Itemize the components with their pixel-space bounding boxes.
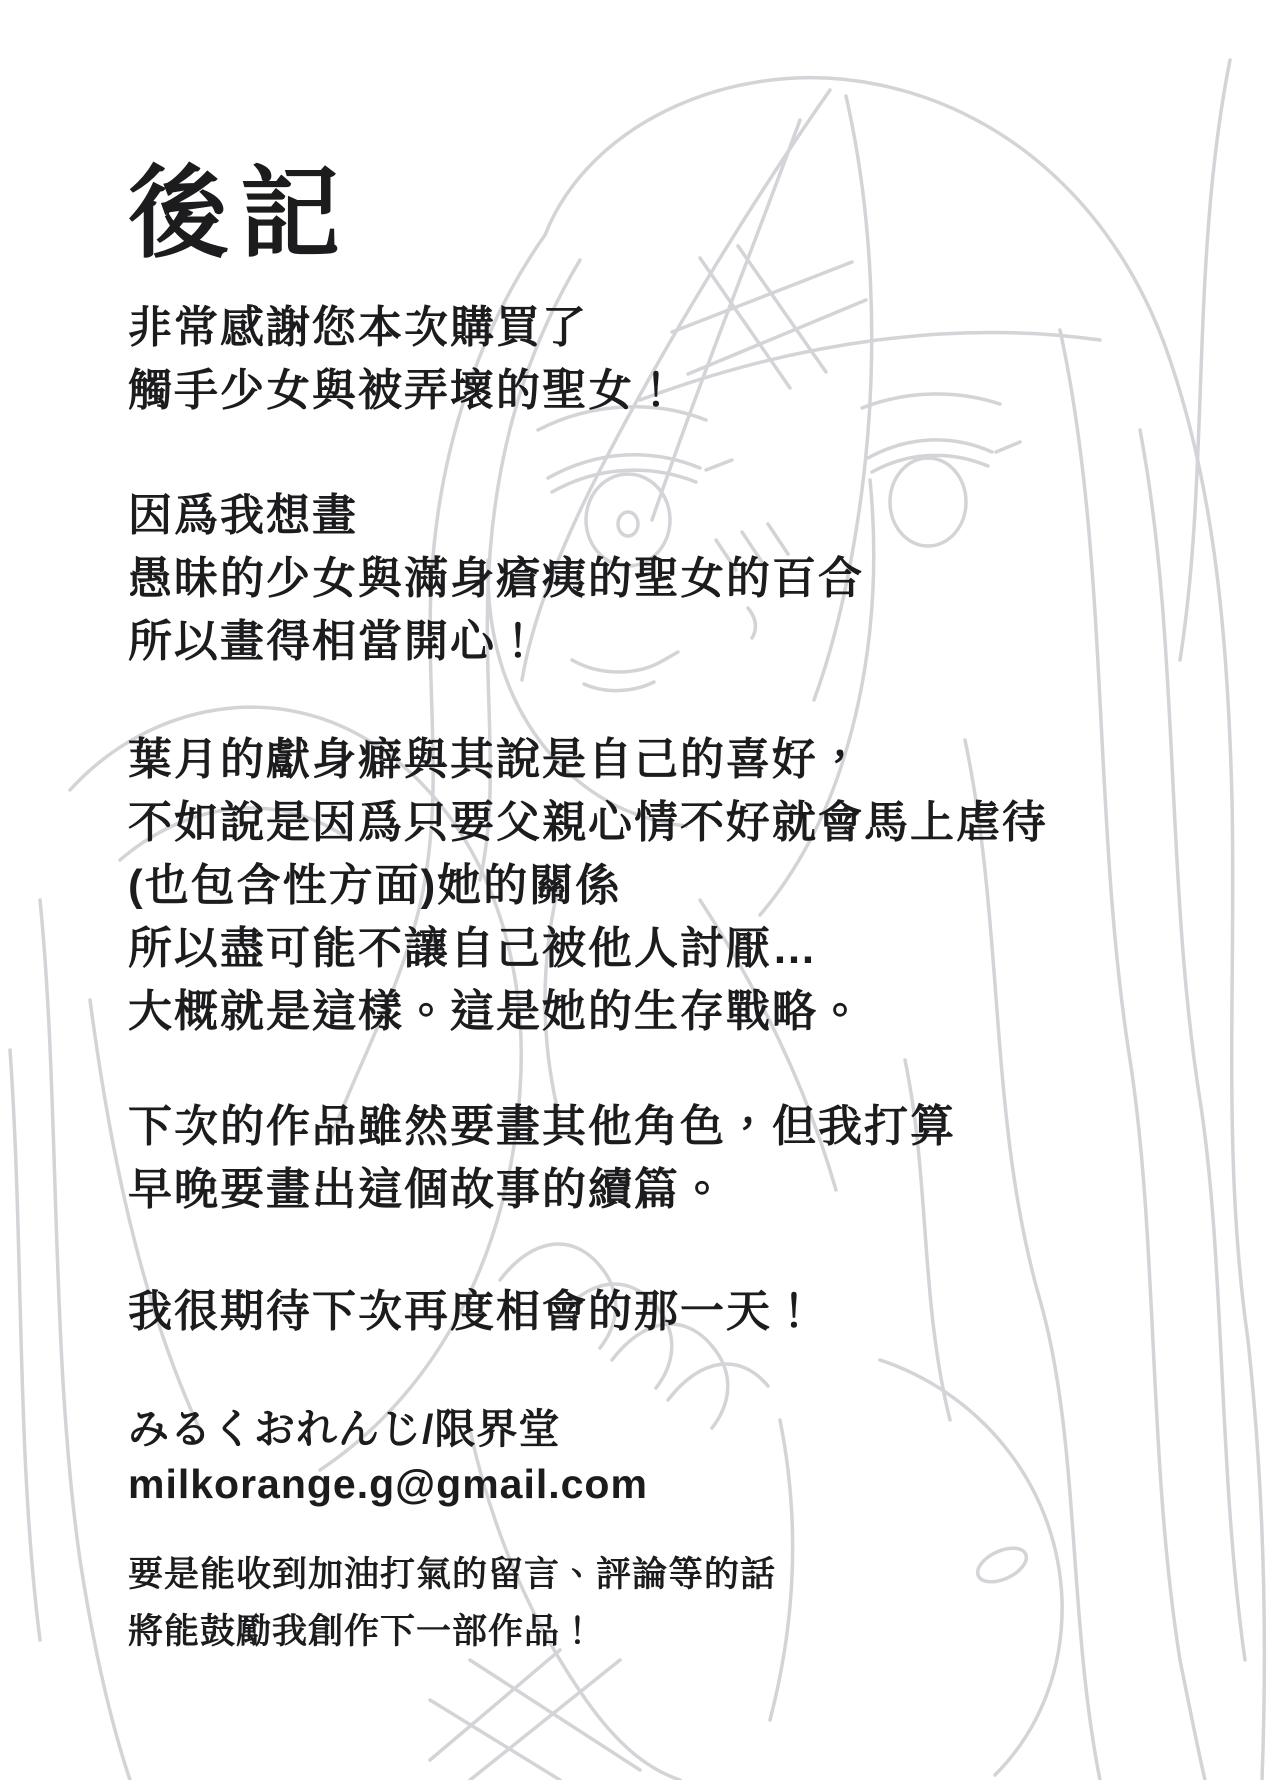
figure-hair-edge (40, 900, 130, 1780)
crosshatch-shading (430, 1650, 640, 1780)
afterword-line: (也包含性方面)她的關係 (128, 861, 622, 910)
page-title: 後記 (128, 158, 352, 270)
right-iris (890, 458, 966, 546)
hairpin-line (738, 246, 826, 372)
eyelash-tick (706, 460, 732, 470)
afterword-line: 早晚要畫出這個故事的續篇。 (128, 1165, 726, 1214)
paragraph-next-work (128, 1095, 956, 1221)
footer-line: 要是能收到加油打氣的留言、評論等的話 (128, 1555, 777, 1594)
hair-strand (1180, 60, 1230, 660)
credits-block (128, 1402, 648, 1512)
figure-hair-edge (10, 1050, 40, 1640)
contact-email: milkorange.g@gmail.com (128, 1461, 648, 1507)
hair-strand-long (1140, 430, 1245, 1660)
paragraph-hazuki (128, 728, 1048, 1043)
eyelash-tick (996, 442, 1020, 452)
clasped-hands-finger (668, 1364, 768, 1400)
afterword-line: 觸手少女與被弄壞的聖女！ (128, 366, 680, 415)
afterword-line: 所以畫得相當開心！ (128, 617, 542, 666)
afterword-line: 葉月的獻身癖與其說是自己的喜好， (128, 735, 864, 784)
hairpin-line (688, 300, 866, 374)
afterword-line: 愚昧的少女與滿身瘡痍的聖女的百合 (128, 554, 864, 603)
hairpin-line (672, 262, 852, 332)
artist-circle-name: みるくおれんじ/限界堂 (128, 1406, 561, 1452)
afterword-line: 不如說是因爲只要父親心情不好就會馬上虐待 (128, 798, 1048, 847)
hairpin-line (700, 258, 790, 388)
chest-detail (973, 1541, 1032, 1588)
footer-line: 將能鼓勵我創作下一部作品！ (128, 1612, 597, 1651)
mouth-lower (584, 682, 654, 691)
footer-note (128, 1546, 776, 1660)
afterword-line: 下次的作品雖然要畫其他角色，但我打算 (128, 1102, 956, 1151)
chest-line (880, 1360, 1062, 1775)
right-eyebrow (862, 394, 1000, 408)
hair-strand-long (1060, 330, 1205, 1780)
afterword-line: 我很期待下次再度相會的那一天！ (128, 1287, 818, 1336)
paragraph-thanks (128, 296, 680, 422)
afterword-line: 所以盡可能不讓自己被他人討厭… (128, 924, 818, 973)
afterword-line: 大概就是這樣。這是她的生存戰略。 (128, 987, 864, 1036)
paragraph-closing (128, 1280, 818, 1343)
afterword-line: 非常感謝您本次購買了 (128, 303, 588, 352)
paragraph-reason (128, 484, 864, 673)
afterword-line: 因爲我想畫 (128, 491, 358, 540)
